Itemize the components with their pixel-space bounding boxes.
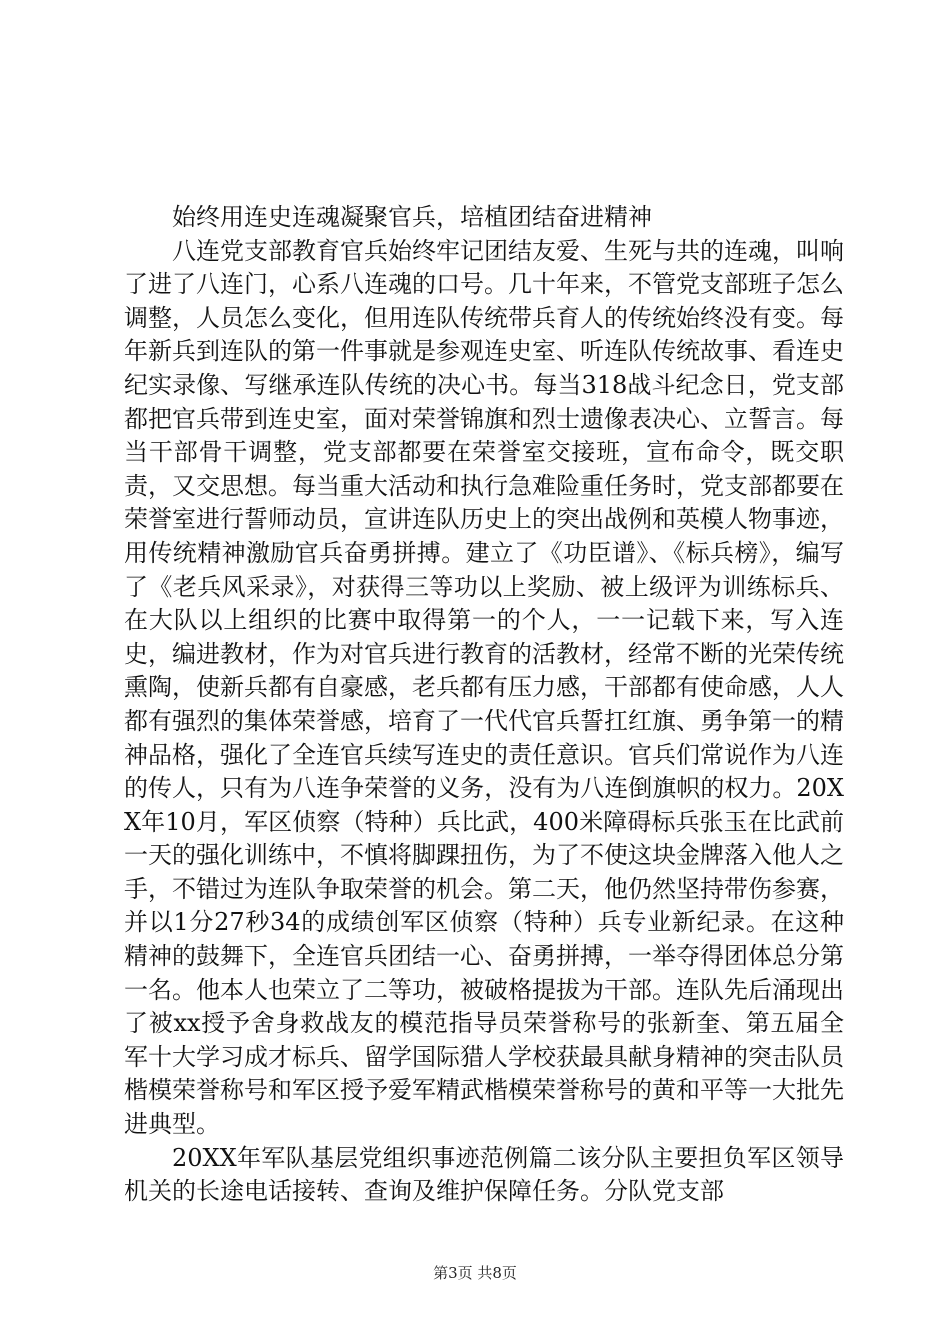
section-heading: 始终用连史连魂凝聚官兵，培植团结奋进精神 xyxy=(172,203,652,231)
body-paragraph: 八连党支部教育官兵始终牢记团结友爱、生死与共的连魂，叫响了进了八连门，心系八连魂的口号。几十年来，不管党支部班子怎么调整，人员怎么变化，但用连队传统带兵育人的传统始终没有变。每年新兵到连队的第一件事就是参观连史室、听连队传统故事、看连史纪实录像、写继承连队传统的决心书。每当318战斗纪念日，党支部都把官兵带到连史室，面对荣誉锦旗和烈士遗像表决心、立誓言。每当干部骨干调整，党支部都要在荣誉室交接班，宣布命令，既交职责，又交思想。每当重大活动和执行急难险重任务时，党支部都要在荣誉室进行誓师动员，宣讲连队历史上的突出战例和英模人物事迹，用传统精神激励官兵奋勇拼搏。建立了《功臣谱》、《标兵榜》，编写了《老兵风采录》，对获得三等功以上奖励、被上级评为训练标兵、在大队以上组织的比赛中取得第一的个人，一一记载下来，写入连史，编进教材，作为对官兵进行教育的活教材，经常不断的光荣传统熏陶，使新兵都有自豪感，老兵都有压力感，干部都有使命感，人人都有强烈的集体荣誉感，培育了一代代官兵誓扛红旗、勇争第一的精神品格，强化了全连官兵续写连史的责任意识。官兵们常说作为八连的传人，只有为八连争荣誉的义务，没有为八连倒旗帜的权力。20XX年10月，军区侦察（特种）兵比武，400米障碍标兵张玉在比武前一天的强化训练中，不慎将脚踝扭伤，为了不使这块金牌落入他人之手，不错过为连队争取荣誉的机会。第二天，他仍然坚持带伤参赛，并以1分27秒34的成绩创军区侦察（特种）兵专业新纪录。在这种精神的鼓舞下，全连官兵团结一心、奋勇拼搏，一举夺得团体总分第一名。他本人也荣立了二等功，被破格提拔为干部。连队先后涌现出了被xx授予舍身救战友的模范指导员荣誉称号的张新奎、第五届全军十大学习成才标兵、留学国际猎人学校获最具献身精神的突击队员楷模荣誉称号和军区授予爱军精武楷模荣誉称号的黄和平等一大批先进典型。 xyxy=(124,236,844,1139)
page-number-footer: 第3页 共8页 xyxy=(433,1264,517,1282)
document-body xyxy=(124,201,844,1209)
body-paragraph: 20XX年军队基层党组织事迹范例篇二该分队主要担负军区领导机关的长途电话接转、查询及维护保障任务。分队党支部 xyxy=(124,1143,844,1206)
